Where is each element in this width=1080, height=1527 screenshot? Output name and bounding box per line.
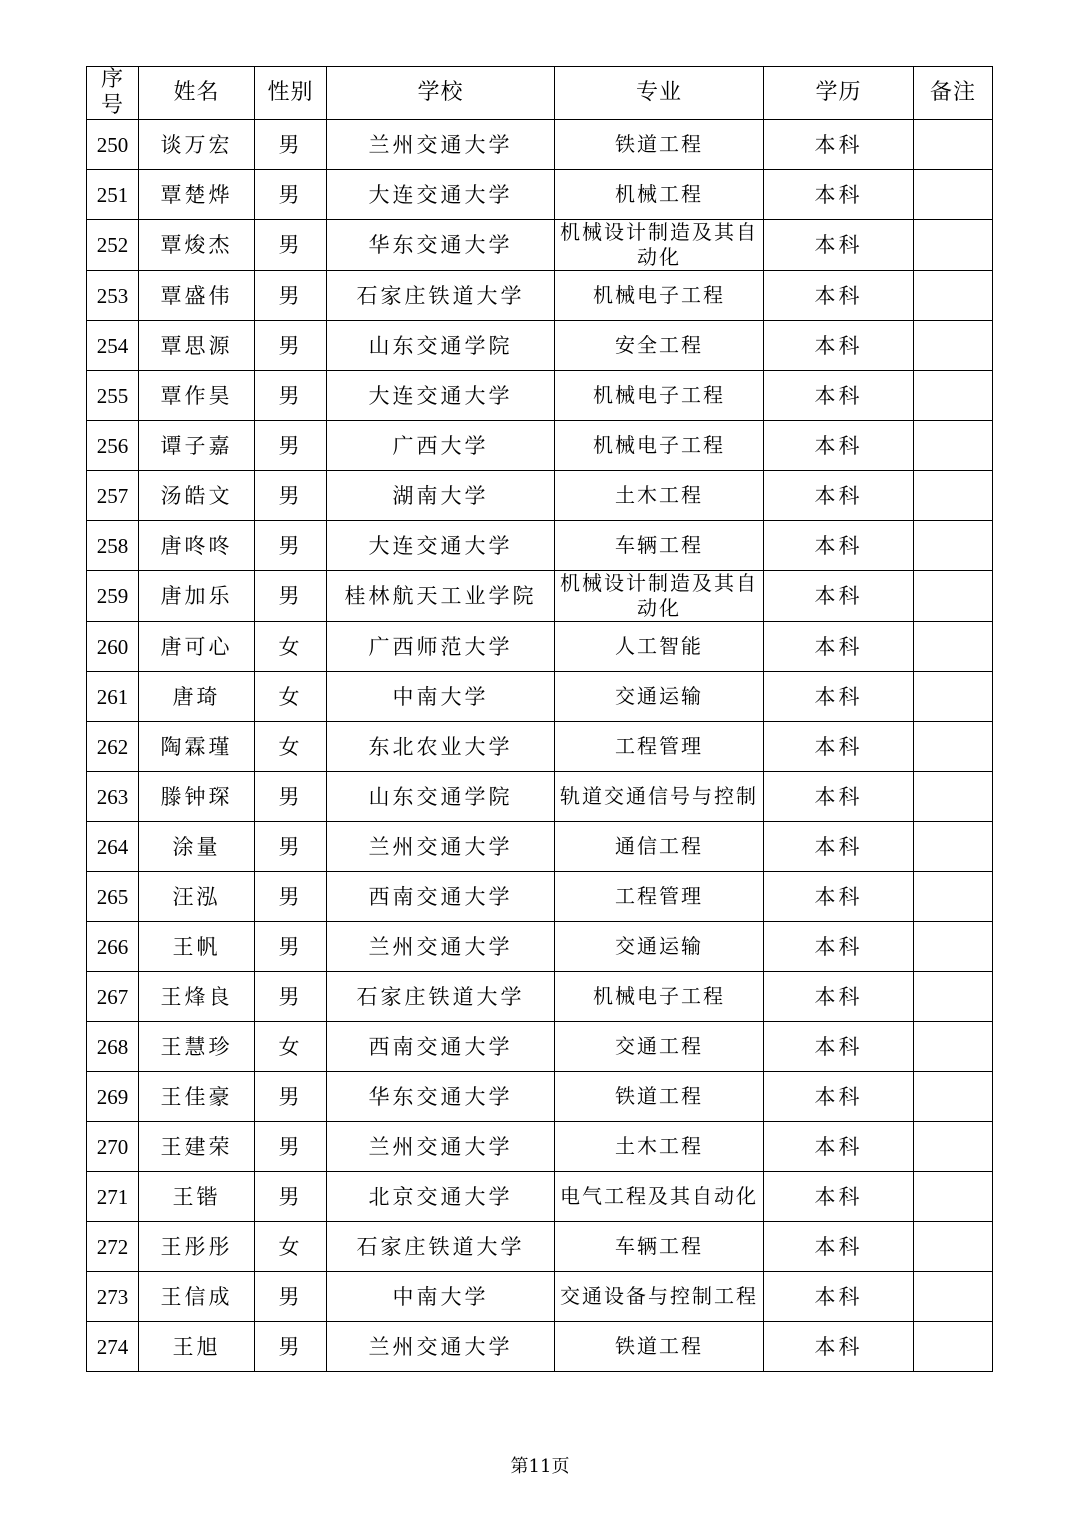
cell-remark xyxy=(914,1322,993,1372)
cell-major: 铁道工程 xyxy=(555,120,764,170)
cell-remark xyxy=(914,1122,993,1172)
cell-degree: 本科 xyxy=(764,321,914,371)
cell-degree: 本科 xyxy=(764,1272,914,1322)
header-cell-major: 专业 xyxy=(555,67,764,120)
cell-degree: 本科 xyxy=(764,371,914,421)
table-row xyxy=(87,972,993,1022)
cell-school: 西南交通大学 xyxy=(327,1022,555,1072)
cell-name: 王慧珍 xyxy=(139,1022,255,1072)
table-row xyxy=(87,672,993,722)
cell-degree: 本科 xyxy=(764,772,914,822)
cell-degree: 本科 xyxy=(764,1322,914,1372)
cell-name: 唐咚咚 xyxy=(139,521,255,571)
cell-degree: 本科 xyxy=(764,471,914,521)
header-cell-number: 序号 xyxy=(87,67,139,120)
cell-school: 华东交通大学 xyxy=(327,1072,555,1122)
cell-major: 土木工程 xyxy=(555,471,764,521)
page-number: 第11页 xyxy=(510,1456,570,1477)
cell-number: 258 xyxy=(87,521,139,571)
cell-school: 山东交通学院 xyxy=(327,321,555,371)
cell-major: 安全工程 xyxy=(555,321,764,371)
cell-remark xyxy=(914,1222,993,1272)
cell-remark xyxy=(914,371,993,421)
cell-gender: 男 xyxy=(255,822,327,872)
cell-major: 交通运输 xyxy=(555,922,764,972)
cell-gender: 男 xyxy=(255,1072,327,1122)
cell-remark xyxy=(914,421,993,471)
cell-number: 254 xyxy=(87,321,139,371)
cell-school: 中南大学 xyxy=(327,1272,555,1322)
header-cell-school: 学校 xyxy=(327,67,555,120)
cell-school: 东北农业大学 xyxy=(327,722,555,772)
cell-remark xyxy=(914,1172,993,1222)
table-row xyxy=(87,622,993,672)
table-row xyxy=(87,421,993,471)
cell-degree: 本科 xyxy=(764,672,914,722)
cell-school: 石家庄铁道大学 xyxy=(327,972,555,1022)
cell-remark xyxy=(914,321,993,371)
cell-gender: 男 xyxy=(255,421,327,471)
cell-remark xyxy=(914,622,993,672)
header-cell-remark: 备注 xyxy=(914,67,993,120)
cell-name: 唐琦 xyxy=(139,672,255,722)
table-row xyxy=(87,1222,993,1272)
header-cell-degree: 学历 xyxy=(764,67,914,120)
cell-name: 覃焌杰 xyxy=(139,220,255,271)
cell-major: 通信工程 xyxy=(555,822,764,872)
table-row xyxy=(87,1022,993,1072)
cell-major: 机械电子工程 xyxy=(555,271,764,321)
cell-gender: 女 xyxy=(255,722,327,772)
cell-number: 274 xyxy=(87,1322,139,1372)
cell-number: 270 xyxy=(87,1122,139,1172)
cell-school: 广西师范大学 xyxy=(327,622,555,672)
cell-number: 261 xyxy=(87,672,139,722)
header-row xyxy=(87,67,993,120)
cell-school: 广西大学 xyxy=(327,421,555,471)
cell-school: 兰州交通大学 xyxy=(327,1122,555,1172)
cell-name: 王佳豪 xyxy=(139,1072,255,1122)
cell-degree: 本科 xyxy=(764,271,914,321)
cell-remark xyxy=(914,1272,993,1322)
cell-remark xyxy=(914,822,993,872)
cell-gender: 男 xyxy=(255,321,327,371)
cell-degree: 本科 xyxy=(764,220,914,271)
table-row xyxy=(87,120,993,170)
cell-gender: 女 xyxy=(255,1022,327,1072)
cell-gender: 男 xyxy=(255,371,327,421)
cell-degree: 本科 xyxy=(764,571,914,622)
cell-school: 石家庄铁道大学 xyxy=(327,271,555,321)
cell-major: 交通运输 xyxy=(555,672,764,722)
cell-degree: 本科 xyxy=(764,1172,914,1222)
cell-number: 259 xyxy=(87,571,139,622)
cell-degree: 本科 xyxy=(764,120,914,170)
cell-number: 266 xyxy=(87,922,139,972)
cell-gender: 男 xyxy=(255,220,327,271)
cell-remark xyxy=(914,1072,993,1122)
table-row xyxy=(87,371,993,421)
cell-major: 机械工程 xyxy=(555,170,764,220)
table-row xyxy=(87,220,993,271)
cell-school: 大连交通大学 xyxy=(327,521,555,571)
cell-degree: 本科 xyxy=(764,622,914,672)
cell-name: 滕钟琛 xyxy=(139,772,255,822)
cell-remark xyxy=(914,271,993,321)
cell-name: 王帆 xyxy=(139,922,255,972)
cell-name: 唐加乐 xyxy=(139,571,255,622)
cell-number: 268 xyxy=(87,1022,139,1072)
cell-major: 交通工程 xyxy=(555,1022,764,1072)
cell-gender: 男 xyxy=(255,271,327,321)
cell-major: 机械电子工程 xyxy=(555,972,764,1022)
roster-table xyxy=(86,66,993,1372)
cell-name: 王建荣 xyxy=(139,1122,255,1172)
cell-school: 山东交通学院 xyxy=(327,772,555,822)
cell-degree: 本科 xyxy=(764,1122,914,1172)
cell-degree: 本科 xyxy=(764,1022,914,1072)
cell-degree: 本科 xyxy=(764,872,914,922)
cell-gender: 男 xyxy=(255,972,327,1022)
table-row xyxy=(87,872,993,922)
cell-gender: 男 xyxy=(255,1172,327,1222)
cell-school: 华东交通大学 xyxy=(327,220,555,271)
cell-gender: 男 xyxy=(255,521,327,571)
cell-name: 覃思源 xyxy=(139,321,255,371)
cell-name: 陶霖瑾 xyxy=(139,722,255,772)
table-row xyxy=(87,271,993,321)
cell-major: 轨道交通信号与控制 xyxy=(555,772,764,822)
cell-number: 262 xyxy=(87,722,139,772)
table-row xyxy=(87,1122,993,1172)
cell-school: 兰州交通大学 xyxy=(327,822,555,872)
table-row xyxy=(87,471,993,521)
cell-number: 269 xyxy=(87,1072,139,1122)
cell-remark xyxy=(914,972,993,1022)
cell-school: 石家庄铁道大学 xyxy=(327,1222,555,1272)
cell-number: 255 xyxy=(87,371,139,421)
cell-remark xyxy=(914,772,993,822)
cell-major: 机械设计制造及其自动化 xyxy=(555,571,764,622)
cell-degree: 本科 xyxy=(764,822,914,872)
cell-school: 西南交通大学 xyxy=(327,872,555,922)
cell-gender: 男 xyxy=(255,922,327,972)
cell-remark xyxy=(914,672,993,722)
cell-name: 汪泓 xyxy=(139,872,255,922)
cell-degree: 本科 xyxy=(764,1072,914,1122)
cell-major: 机械电子工程 xyxy=(555,371,764,421)
cell-gender: 男 xyxy=(255,772,327,822)
cell-degree: 本科 xyxy=(764,521,914,571)
cell-major: 交通设备与控制工程 xyxy=(555,1272,764,1322)
cell-number: 271 xyxy=(87,1172,139,1222)
cell-name: 汤皓文 xyxy=(139,471,255,521)
cell-school: 大连交通大学 xyxy=(327,170,555,220)
cell-gender: 男 xyxy=(255,1322,327,1372)
cell-remark xyxy=(914,120,993,170)
cell-major: 车辆工程 xyxy=(555,1222,764,1272)
cell-number: 256 xyxy=(87,421,139,471)
cell-school: 中南大学 xyxy=(327,672,555,722)
table-row xyxy=(87,922,993,972)
cell-gender: 男 xyxy=(255,170,327,220)
cell-remark xyxy=(914,722,993,772)
cell-school: 北京交通大学 xyxy=(327,1172,555,1222)
cell-number: 267 xyxy=(87,972,139,1022)
cell-gender: 女 xyxy=(255,672,327,722)
table-row xyxy=(87,170,993,220)
cell-name: 王锴 xyxy=(139,1172,255,1222)
cell-name: 谈万宏 xyxy=(139,120,255,170)
table-row xyxy=(87,321,993,371)
cell-remark xyxy=(914,1022,993,1072)
cell-number: 251 xyxy=(87,170,139,220)
cell-name: 涂量 xyxy=(139,822,255,872)
table-row xyxy=(87,1072,993,1122)
cell-name: 王旭 xyxy=(139,1322,255,1372)
cell-name: 王烽良 xyxy=(139,972,255,1022)
cell-number: 252 xyxy=(87,220,139,271)
cell-degree: 本科 xyxy=(764,722,914,772)
cell-major: 工程管理 xyxy=(555,722,764,772)
cell-major: 人工智能 xyxy=(555,622,764,672)
table-row xyxy=(87,822,993,872)
cell-gender: 女 xyxy=(255,1222,327,1272)
cell-name: 唐可心 xyxy=(139,622,255,672)
cell-name: 覃盛伟 xyxy=(139,271,255,321)
cell-gender: 男 xyxy=(255,120,327,170)
cell-remark xyxy=(914,571,993,622)
cell-number: 253 xyxy=(87,271,139,321)
header-cell-gender: 性别 xyxy=(255,67,327,120)
cell-number: 272 xyxy=(87,1222,139,1272)
table-row xyxy=(87,1322,993,1372)
cell-name: 覃楚烨 xyxy=(139,170,255,220)
cell-gender: 男 xyxy=(255,872,327,922)
header-cell-name: 姓名 xyxy=(139,67,255,120)
cell-major: 车辆工程 xyxy=(555,521,764,571)
table-row xyxy=(87,571,993,622)
cell-major: 机械设计制造及其自动化 xyxy=(555,220,764,271)
cell-school: 湖南大学 xyxy=(327,471,555,521)
table-row xyxy=(87,722,993,772)
cell-number: 265 xyxy=(87,872,139,922)
cell-major: 铁道工程 xyxy=(555,1322,764,1372)
cell-degree: 本科 xyxy=(764,170,914,220)
cell-school: 兰州交通大学 xyxy=(327,120,555,170)
cell-remark xyxy=(914,521,993,571)
cell-number: 263 xyxy=(87,772,139,822)
cell-gender: 男 xyxy=(255,1272,327,1322)
table-row xyxy=(87,1272,993,1322)
cell-major: 工程管理 xyxy=(555,872,764,922)
cell-degree: 本科 xyxy=(764,972,914,1022)
cell-number: 260 xyxy=(87,622,139,672)
cell-number: 264 xyxy=(87,822,139,872)
cell-remark xyxy=(914,872,993,922)
cell-major: 铁道工程 xyxy=(555,1072,764,1122)
cell-remark xyxy=(914,170,993,220)
cell-name: 王彤彤 xyxy=(139,1222,255,1272)
table-row xyxy=(87,772,993,822)
table-row xyxy=(87,1172,993,1222)
cell-degree: 本科 xyxy=(764,922,914,972)
cell-school: 兰州交通大学 xyxy=(327,922,555,972)
cell-major: 土木工程 xyxy=(555,1122,764,1172)
cell-major: 电气工程及其自动化 xyxy=(555,1172,764,1222)
cell-number: 257 xyxy=(87,471,139,521)
cell-name: 覃作昊 xyxy=(139,371,255,421)
cell-number: 250 xyxy=(87,120,139,170)
cell-school: 桂林航天工业学院 xyxy=(327,571,555,622)
cell-degree: 本科 xyxy=(764,421,914,471)
cell-gender: 男 xyxy=(255,1122,327,1172)
cell-name: 谭子嘉 xyxy=(139,421,255,471)
cell-remark xyxy=(914,471,993,521)
table-row xyxy=(87,521,993,571)
cell-number: 273 xyxy=(87,1272,139,1322)
cell-gender: 男 xyxy=(255,471,327,521)
cell-gender: 女 xyxy=(255,622,327,672)
cell-remark xyxy=(914,922,993,972)
cell-name: 王信成 xyxy=(139,1272,255,1322)
cell-major: 机械电子工程 xyxy=(555,421,764,471)
cell-degree: 本科 xyxy=(764,1222,914,1272)
cell-school: 大连交通大学 xyxy=(327,371,555,421)
cell-school: 兰州交通大学 xyxy=(327,1322,555,1372)
cell-gender: 男 xyxy=(255,571,327,622)
cell-remark xyxy=(914,220,993,271)
roster-body xyxy=(87,120,993,1372)
